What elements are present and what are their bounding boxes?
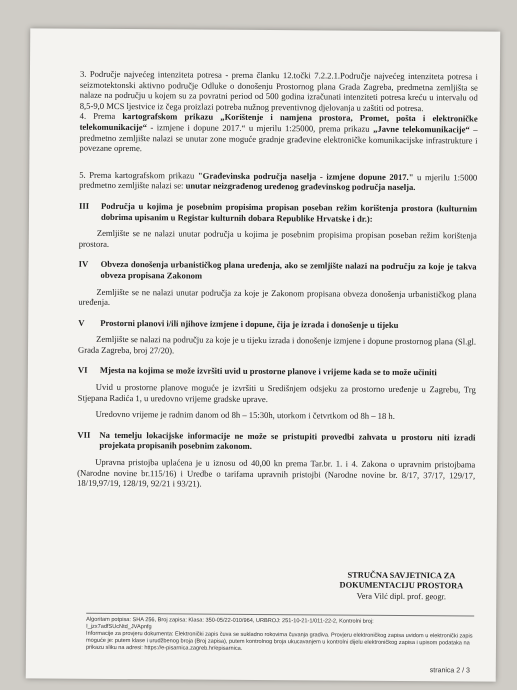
document-body [77,69,478,492]
section-VII-heading: VII Na temelju lokacijske informacije ne može se pristupiti provedbi zahvata u prostoru niti izradi projekata propisanih posebnim zakonom. [77,429,476,452]
document-page [26,28,501,681]
section-IV-heading: IV Obveza donošenja urbanističkog plana uređenja, ako se zemljište nalazi na području za koje je takva obveza propisana Zakonom [78,259,477,281]
footer-signature-info: Algoritam potpisa: SHA 256, Broj zapisa: Klasa: 350-05/22-010/964, URBROJ: 251-10-21-1/011-22-2, Kontrolni broj: [86,616,374,625]
paragraph-4: 4. Prema kartografskom prikazu „Korištenje i namjena prostora, Promet, pošta i elektroničke telekomunikacije“ - izmjene i dopune 2017.“ u mjerilu 1:25000, prema prikazu „Javne telekomunikacije“ – predmetno zemljište nalazi se unutar zone moguće gradnje građevine elektroničke komunikacijske infrastrukture i povezane opreme. [79,111,478,154]
paragraph-3: 3. Područje najvećeg intenziteta potresa - prema članku 12.točki 7.2.2.1.Područje najvećeg intenziteta potresa i seizmotektonski aktivno područje Odluke o donošenju Prostornog plana Grada Zagreba, predmetna zemljišta se nalaze na području u kojem su za povratni period od 500 godina izračunati intenziteti potresa kreću u intervalu od 8,5-9,0 MCS ljestvice iz čega proizlazi potreba nužnog preventivnog djelovanja u zaštiti od potresa. [79,68,478,113]
section-VI-body-2: Uredovno vrijeme je radnim danom od 8h – 15:30h, utorkom i četvrtkom od 8h – 18 h. [95,409,395,422]
signature-title-1: STRUČNA SAVJETNICA ZA [347,570,456,581]
section-VI-body-1: Uvid u prostorne planove moguće je izvršiti u Središnjem odsjeku za prostorno uređenje u Zagrebu, Trg Stjepana Radića 1, u uredovno vrijeme gradske uprave. [77,381,476,404]
section-IV-body: Zemljište se ne nalazi unutar područja za koje je Zakonom propisana obveza donošenja urbanističkog plana uređenja. [78,286,477,308]
document-footer [86,613,474,655]
signature-name: Vera Vilć dipl. prof. geogr. [356,591,447,602]
section-V-heading: V Prostorni planovi i/ili njihove izmjene i dopune, čija je izrada i donošenje u tijeku [78,317,399,330]
section-V-body: Zemljište se nalazi na području za koje je u tijeku izrada i donošenje izmjene i dopune prostornog plana (Sl.gl. Grada Zagreba, broj 27/20). [77,334,477,356]
section-III-heading: III Područja u kojima je posebnim propisima propisan poseban režim korištenja prostora (kulturnim dobrima upisanim u Registar kulturnih dobara Republike Hrvatske i dr.): [79,200,478,224]
paragraph-5: 5. Prema kartografskom prikazu "Građevinska područja naselja - izmjene dopune 2017." u mjerilu 1:5000 predmetno zemljište nalazi se: unutar neizgrađenog uređenog građevinskog područja naselja. [79,169,478,193]
footer-control-number: I_jzx7adfSUcNtd_JVApnfg [86,623,152,631]
section-VII-body: Upravna pristojba uplaćena je u iznosu od 40,00 kn prema Tar.br. 1. i 4. Zakona o upravnim pristojbama (Narodne novine br.115/16) i Uredbe o tarifama upravnih pristojbi (Narodne novine br. 8/17, 37/17, 129/17, 18/19,97/19, 128/19, 92/21 i 93/21). [77,456,476,489]
section-III-body: Zemljište se ne nalazi unutar područja u kojima je posebnim propisima propisan poseban režim korištenja prostora. [78,227,477,249]
page-number: stranica 2 / 3 [429,667,470,675]
signature-block [326,570,476,602]
section-VI-heading: VI Mjesta na kojima se može izvršiti uvid u prostorne planove i vrijeme kada se to može učiniti [77,365,437,378]
footer-verification-info: Informacije za provjeru dokumenta: Elektronički zapis čuva se sukladno rokovima čuvanja gradiva. Provjeru elektroničkog zapisa uvidom u elektronički zapis moguće je: putem klase i urudžbenog broja (Broj zapisa), putem kontrolnog broja ukucavanjem u kontrolni dijelu elektroničkog zapisa i upisom podataka na prikazu sliku na adresi: https://e-pisarnica.zagreb.hr/episarnica. [85,630,473,652]
signature-title-2: DOKUMENTACIJU PROSTORA [339,580,464,591]
